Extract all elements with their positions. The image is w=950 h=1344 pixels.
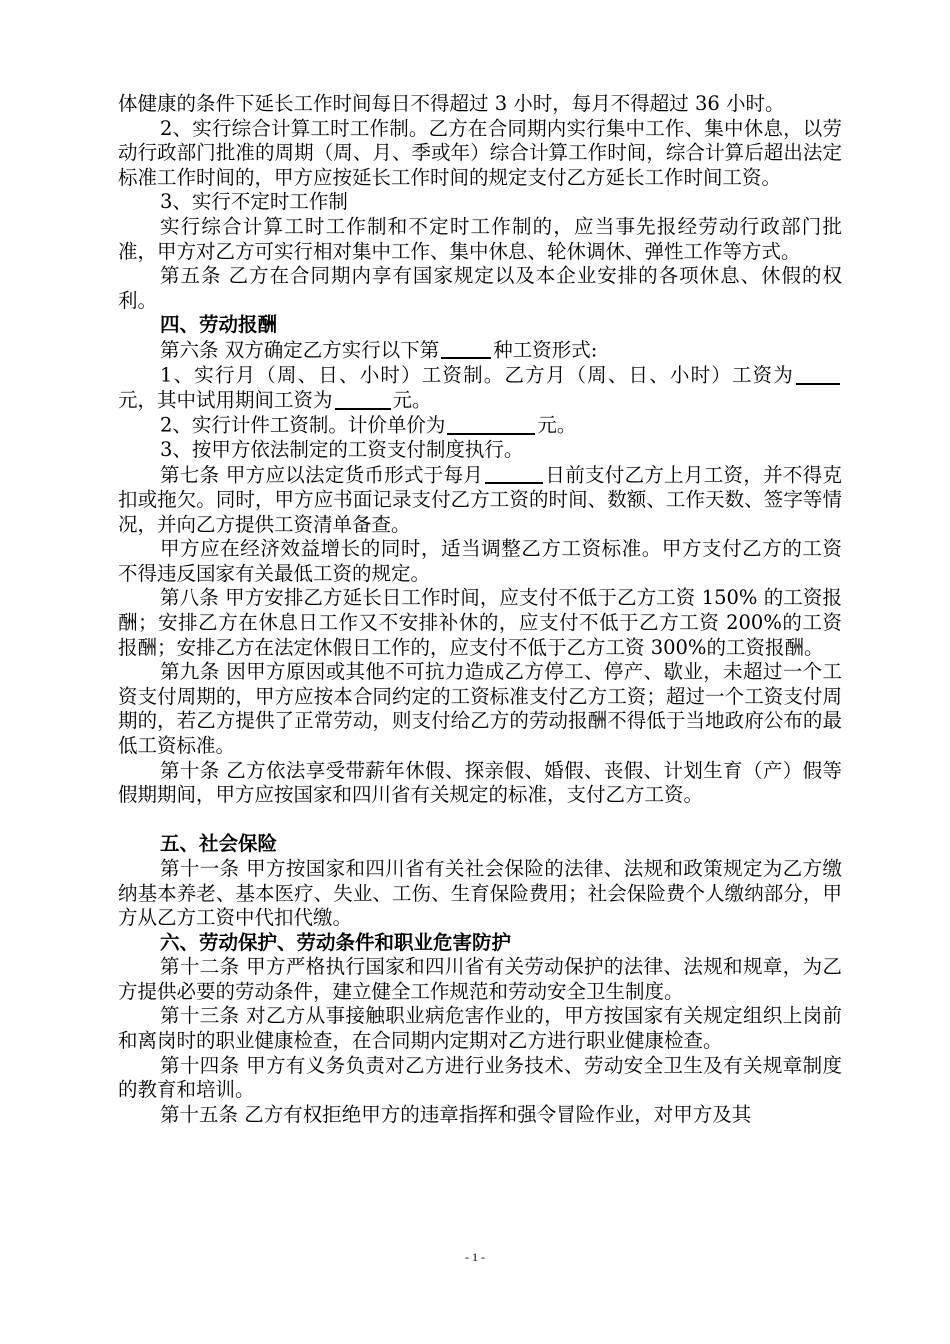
section-heading-4: 四、劳动报酬 (160, 313, 278, 337)
paragraph-text: 元。 (537, 413, 577, 437)
article-7 (118, 463, 842, 537)
article-10: 第十条 乙方依法享受带薪年休假、探亲假、婚假、丧假、计划生育（产）假等假期期间，甲方应按国家和四川省有关规定的标准，支付乙方工资。 (118, 758, 842, 807)
paragraph-text: 种工资形式: (493, 338, 598, 362)
blank-field[interactable] (335, 388, 391, 410)
article-8: 第八条 甲方安排乙方延长日工作时间，应支付不低于乙方工资 150% 的工资报酬；安排乙方在休息日工作又不安排补休的，应支付不低于乙方工资 200%的工资报酬；安排乙方在法定休假日工作的，应支付不低于乙方工资 300%的工资报酬。 (118, 586, 842, 659)
article-13: 第十三条 对乙方从事接触职业病危害作业的，甲方按国家有关规定组织上岗前和离岗时的职业健康检查，在合同期内定期对乙方进行职业健康检查。 (118, 1004, 842, 1053)
paragraph: 实行综合计算工时工作制和不定时工作制的，应当事先报经劳动行政部门批准，甲方对乙方可实行相对集中工作、集中休息、轮休调休、弹性工作等方式。 (118, 214, 842, 263)
article-14: 第十四条 甲方有义务负责对乙方进行业务技术、劳动安全卫生及有关规章制度的教育和培训。 (118, 1053, 842, 1102)
document-body (118, 92, 842, 1127)
article-6 (118, 338, 842, 363)
paragraph: 2、实行综合计算工时工作制。乙方在合同期内实行集中工作、集中休息，以劳动行政部门批准的周期（周、月、季或年）综合计算工作时间，综合计算后超出法定标准工作时间的，甲方应按延长工作时间的规定支付乙方延长工作时间工资。 (118, 116, 842, 189)
blank-field[interactable] (485, 463, 543, 485)
blank-field[interactable] (796, 363, 840, 385)
blank-line (118, 808, 842, 833)
paragraph-text: 日前支付乙方上月工资，并不得克扣或拖欠。同时，甲方应书面记录支付乙方工资的时间、数额、工作天数、签字等情况，并向乙方提供工资清单备查。 (118, 463, 842, 536)
paragraph-text: 元，其中试用期间工资为 (118, 388, 333, 412)
paragraph-text: 1、实行月（周、日、小时）工资制。乙方月（周、日、小时）工资为 (160, 363, 794, 387)
paragraph-text: 元。 (392, 388, 432, 412)
paragraph (118, 413, 842, 438)
page-number: - 1 - (465, 1250, 485, 1264)
paragraph: 甲方应在经济效益增长的同时，适当调整乙方工资标准。甲方支付乙方的工资不得违反国家有关最低工资的规定。 (118, 537, 842, 585)
article-9: 第九条 因甲方原因或其他不可抗力造成乙方停工、停产、歇业，未超过一个工资支付周期的，甲方应按本合同约定的工资标准支付乙方工资；超过一个工资支付周期的，若乙方提供了正常劳动，则支付给乙方的劳动报酬不得低于当地政府公布的最低工资标准。 (118, 660, 842, 757)
paragraph-text: 2、实行计件工资制。计价单价为 (160, 413, 446, 437)
blank-field[interactable] (441, 338, 491, 360)
section-heading-6: 六、劳动保护、劳动条件和职业危害防护 (160, 930, 512, 954)
section-heading-5: 五、社会保险 (160, 832, 278, 856)
article-15: 第十五条 乙方有权拒绝甲方的违章指挥和强令冒险作业，对甲方及其 (160, 1102, 752, 1126)
paragraph-text: 第六条 双方确定乙方实行以下第 (160, 338, 440, 362)
paragraph: 3、按甲方依法制定的工资支付制度执行。 (160, 438, 524, 462)
paragraph: 体健康的条件下延长工作时间每日不得超过 3 小时，每月不得超过 36 小时。 (118, 92, 785, 115)
blank-field[interactable] (447, 413, 535, 435)
article-11: 第十一条 甲方按国家和四川省有关社会保险的法律、法规和政策规定为乙方缴纳基本养老、基本医疗、失业、工伤、生育保险费用；社会保险费个人缴纳部分，甲方从乙方工资中代扣代缴。 (118, 856, 842, 930)
paragraph: 3、实行不定时工作制 (160, 190, 348, 214)
paragraph (118, 363, 842, 413)
paragraph-text: 第七条 甲方应以法定货币形式于每月 (160, 463, 484, 487)
article-12: 第十二条 甲方严格执行国家和四川省有关劳动保护的法律、法规和规章，为乙方提供必要的劳动条件，建立健全工作规范和劳动安全卫生制度。 (118, 955, 842, 1003)
article-5: 第五条 乙方在合同期内享有国家规定以及本企业安排的各项休息、休假的权利。 (118, 264, 842, 312)
